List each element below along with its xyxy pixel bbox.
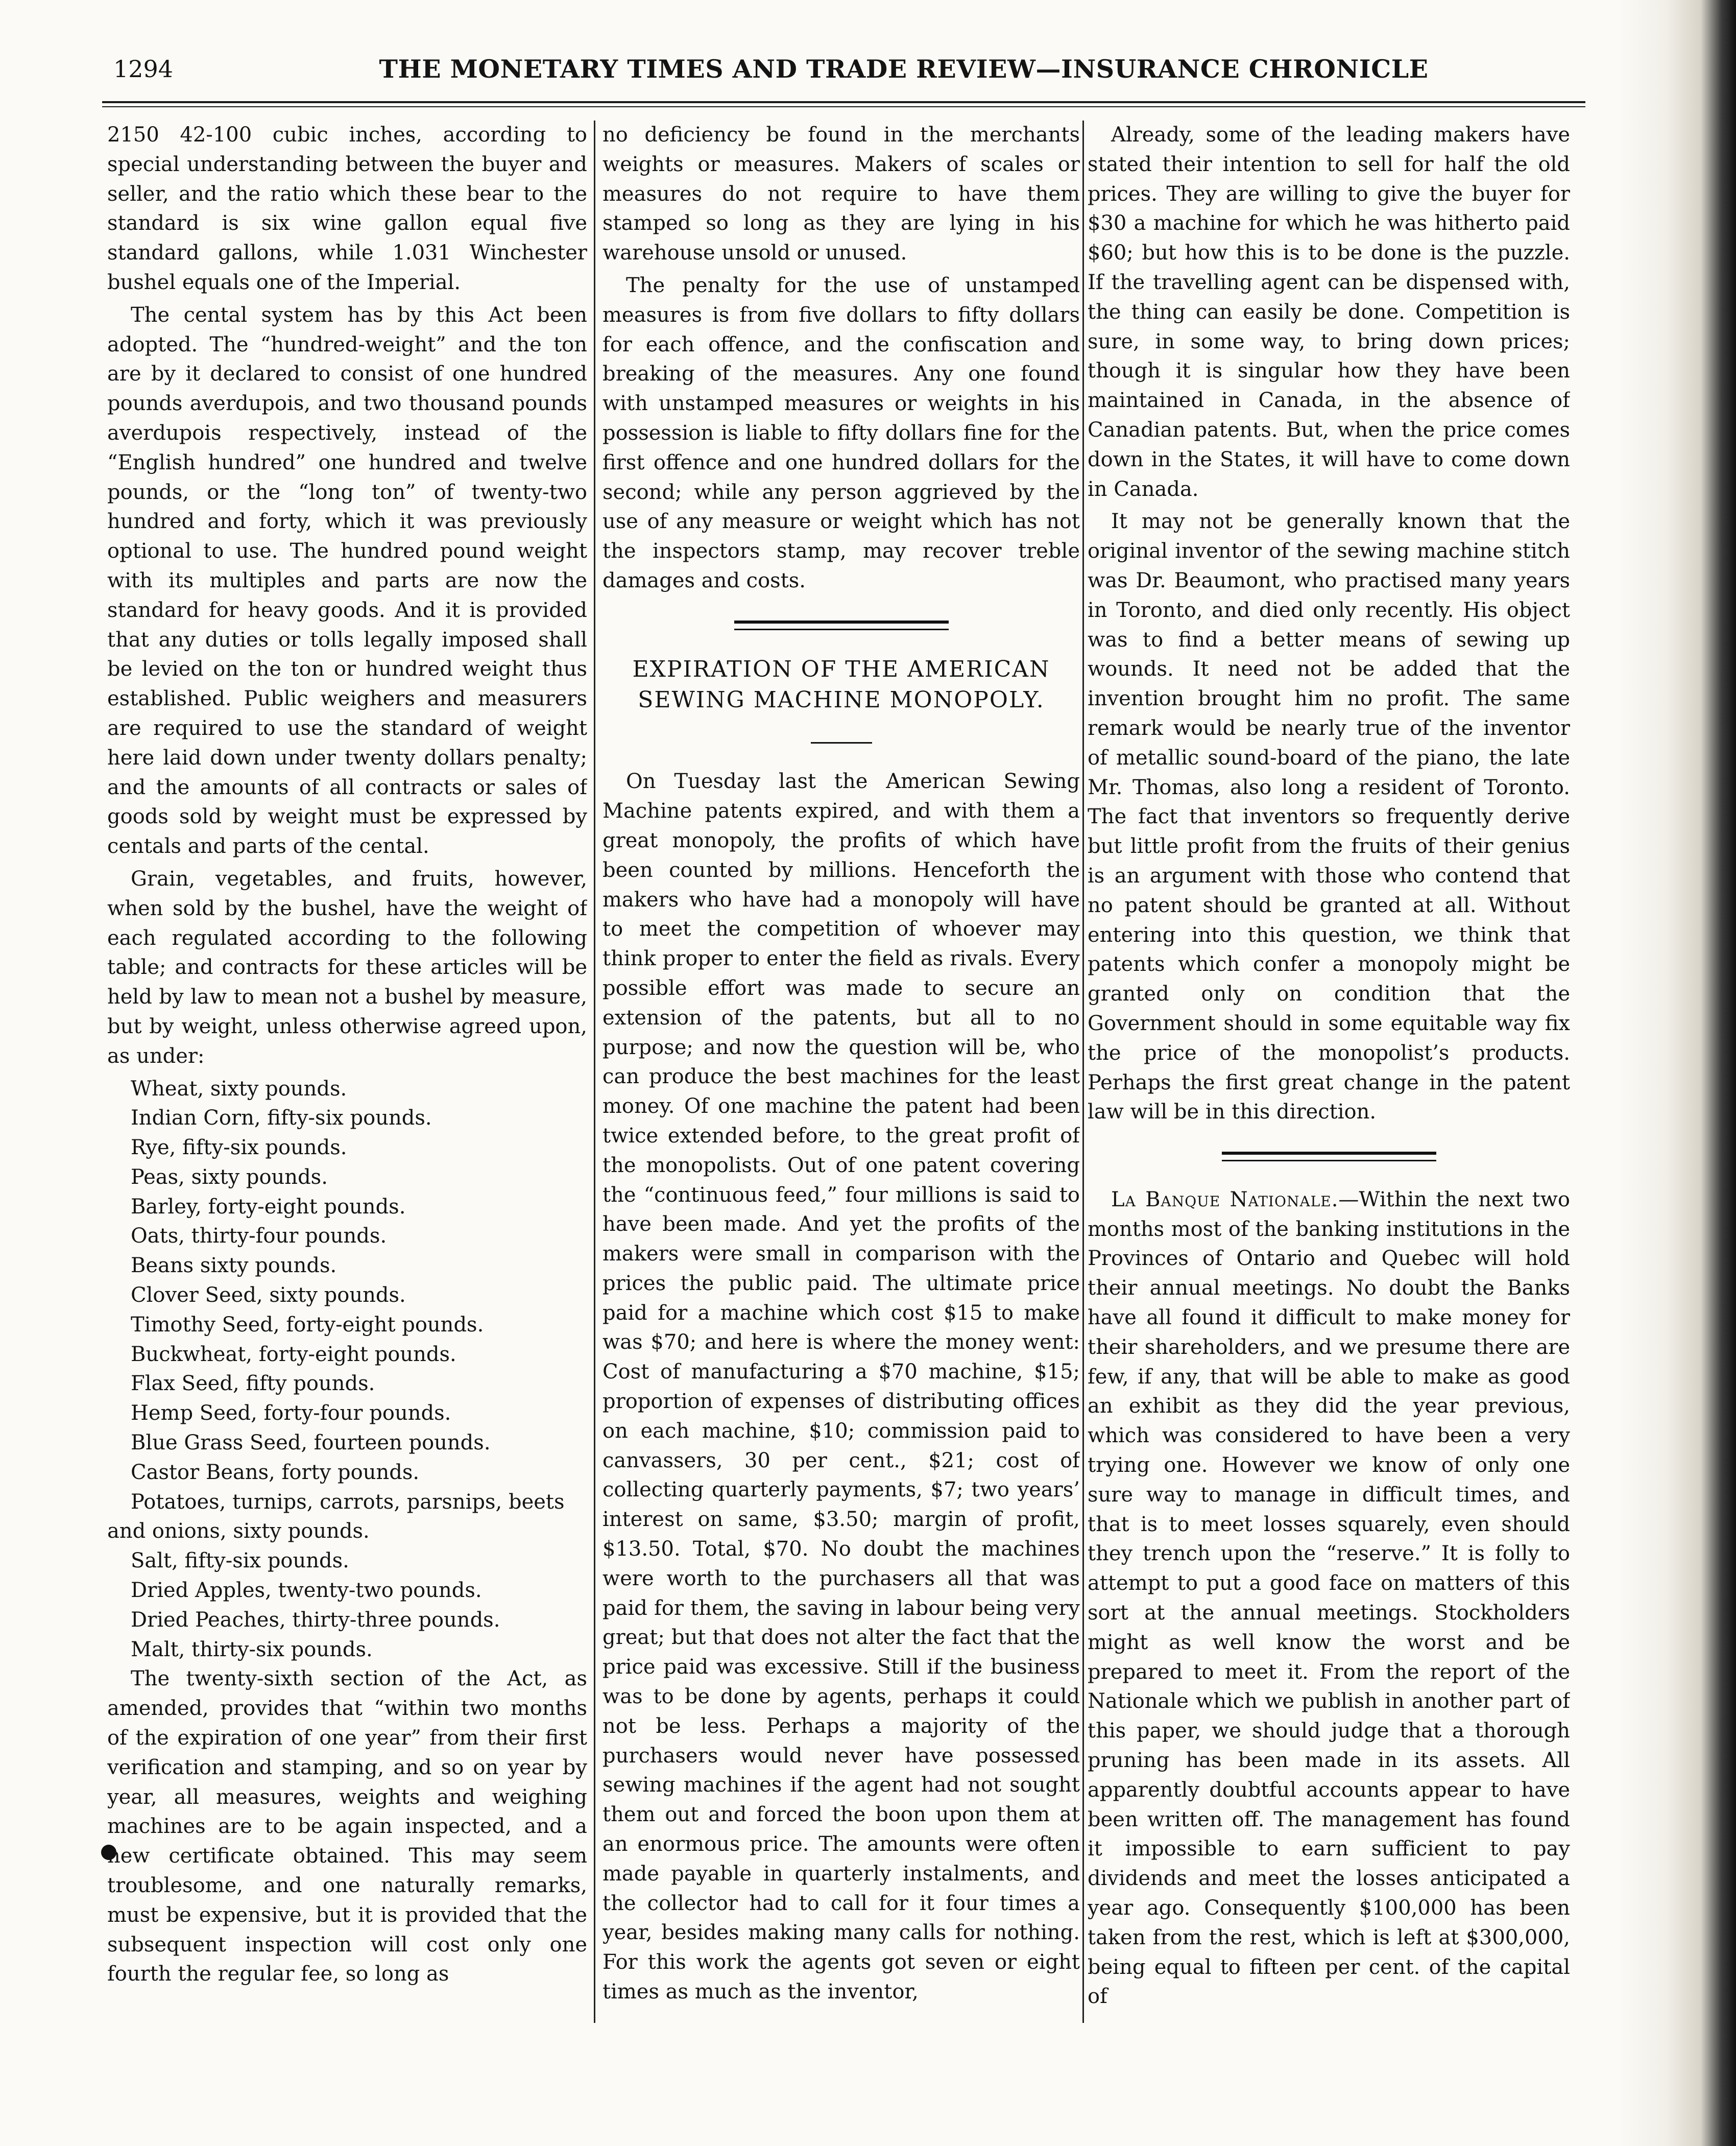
list-item: Dried Apples, twenty-two pounds. — [131, 1579, 482, 1603]
heading-rule — [602, 723, 1080, 752]
list-item: Clover Seed, sixty pounds. — [131, 1283, 406, 1307]
column-middle — [602, 121, 1080, 2020]
list-item: Flax Seed, fifty pounds. — [131, 1372, 375, 1396]
list-item: Blue Grass Seed, fourteen pounds. — [131, 1431, 491, 1455]
list-item: Potatoes, turnips, carrots, parsnips, beets and onions, sixty pounds. — [107, 1490, 565, 1543]
list-item: Wheat, sixty pounds. — [131, 1077, 347, 1101]
page-number: 1294 — [113, 55, 174, 83]
header-rule — [102, 101, 1585, 107]
paragraph-body: —Within the next two months most of the banking institutions in the Provinces of Ontario and Quebec will hold their annual meetings. No doubt the Banks have all found it difficult to make money for their shareholders, and we presume there are few, if any, that will be able to make as good an exhibit as they did the year previous, which was considered to have been a very trying one. However we know of only one sure way to manage in difficult times, and that is to meet losses squarely, even should they trench upon the “reserve.” It is folly to attempt to put a good face on matters of this sort at the annual meetings. Stockholders might as well know the worst and be prepared to meet it. From the report of the Nationale which we publish in another part of this paper, we should judge that a thorough pruning has been made in its assets. All apparently doubtful accounts appear to have been written off. The management has found it impossible to earn sufficient to pay dividends and meet the losses anticipated a year ago. Consequently $100,000 has been taken from the rest, which is left at $300,000, being equal to fifteen per cent. of the capital of — [1088, 1187, 1570, 2009]
paragraph: 2150 42-100 cubic inches, according to special understanding between the buyer and seller, and the ratio which these bear to the standard is six wine gallon equal five standard gallons, while 1.031 Winchester bushel equals one of the Imperial. — [107, 123, 587, 294]
list-item: Peas, sixty pounds. — [131, 1165, 328, 1189]
page-header — [102, 49, 1537, 89]
paragraph: Grain, vegetables, and fruits, however, when sold by the bushel, have the weight of each regulated according to the following table; and contracts for these articles will be held by law to mean not a bushel by measure, but by weight, unless otherwise agreed upon, as under: — [107, 867, 587, 1068]
list-item: Timothy Seed, forty-eight pounds. — [131, 1313, 484, 1337]
article-heading-line: EXPIRATION OF THE AMERICAN — [632, 656, 1050, 682]
paragraph: On Tuesday last the American Sewing Machine patents expired, and with them a great monopoly, the profits of which have been counted by millions. Henceforth the makers who have had a monopoly will have to meet the competition of whoever may think proper to enter the field as rivals. Every possible effort was made to secure an extension of the patents, but all to no purpose; and now the question will be, who can produce the best machines for the least money. Of one machine the patent had been twice extended before, to the great profit of the monopolists. Out of one patent covering the “continuous feed,” four millions is said to have been made. And yet the profits of the makers were small in comparison with the prices the public paid. The ultimate price paid for a machine which cost $15 to make was $70; and here is where the money went: Cost of manufacturing a $70 machine, $15; proportion of expenses of distributing offices on each machine, $10; commission paid to canvassers, 30 per cent., $21; cost of collecting quarterly payments, $7; two years’ interest on same, $3.50; margin of profit, $13.50. Total, $70. No doubt the machines were worth to the purchasers all that was paid for them, the saving in labour being very great; but that does not alter the fact that the price paid was excessive. Still if the business was to be done by agents, perhaps it could not be less. Perhaps a majority of the purchasers would never have possessed sewing machines if the agent had not sought them out and forced the boon upon them at an enormous price. The amounts were often made payable in quarterly instalments, and the collector had to call for it four times a year, besides making many calls for nothing. For this work the agents got seven or eight times as much as the inventor, — [602, 770, 1080, 2004]
article-heading-line: SEWING MACHINE MONOPOLY. — [638, 686, 1045, 713]
section-lead-title: La Banque Nationale. — [1111, 1187, 1339, 1211]
list-item: Malt, thirty-six pounds. — [131, 1637, 373, 1661]
paragraph: It may not be generally known that the original inventor of the sewing machine stitch was Dr. Beaumont, who practised many years in Toronto, and died only recently. His object was to find a better means of sewing up wounds. It need not be added that the invention brought him no profit. The same remark would be nearly true of the inventor of metallic sound-board of the piano, the late Mr. Thomas, also long a resident of Toronto. The fact that inventors so frequently derive but little profit from the fruits of their genius is an argument with those who contend that no patent should be granted at all. Without entering into this question, we think that patents which confer a monopoly might be granted only on condition that the Government should in some equitable way fix the price of the monopolist’s products. Perhaps the first great change in the patent law will be in this direction. — [1088, 510, 1570, 1124]
list-item: Buckwheat, forty-eight pounds. — [131, 1342, 456, 1366]
journal-title: THE MONETARY TIMES AND TRADE REVIEW—INSURANCE CHRONICLE — [379, 54, 1429, 84]
column-divider — [1082, 121, 1084, 2023]
paragraph: The cental system has by this Act been adopted. The “hundred-weight” and the ton are by it declared to consist of one hundred pounds averdupois, and two thousand pounds averdupois respectively, instead of the “English hundred” one hundred and twelve pounds, or the “long ton” of twenty-two hundred and forty, which it was previously optional to use. The hundred pound weight with its multiples and parts are now the standard for heavy goods. And it is provided that any duties or tolls legally imposed shall be levied on the ton or hundred weight thus established. Public weighers and measurers are required to use the standard of weight here laid down under twenty dollars penalty; and the amounts of all contracts or sales of goods sold by weight must be expressed by centals and parts of the cental. — [107, 303, 587, 859]
column-right — [1088, 121, 1570, 2020]
list-item: Rye, fifty-six pounds. — [131, 1136, 347, 1160]
list-item: Indian Corn, fifty-six pounds. — [131, 1106, 432, 1130]
weights-table — [107, 1075, 587, 1665]
paragraph: Already, some of the leading makers have stated their intention to sell for half the old prices. They are willing to give the buyer for $30 a machine for which he was hitherto paid $60; but how this is to be done is the puzzle. If the travelling agent can be dispensed with, the thing can easily be done. Competition is sure, in some way, to bring down prices; though it is singular how they have been maintained in Canada, in the absence of Canadian patents. But, when the price comes down in the States, it will have to come down in Canada. — [1088, 123, 1570, 501]
list-item: Oats, thirty-four pounds. — [131, 1224, 387, 1248]
list-item: Barley, forty-eight pounds. — [131, 1195, 406, 1219]
column-left — [107, 121, 587, 2020]
list-item: Dried Peaches, thirty-three pounds. — [131, 1608, 500, 1632]
list-item: Beans sixty pounds. — [131, 1254, 337, 1278]
paragraph: no deficiency be found in the merchants weights or measures. Makers of scales or measures do not require to have them stamped so long as they are lying in his warehouse unsold or unused. — [602, 123, 1080, 265]
list-item: Salt, fifty-six pounds. — [131, 1549, 349, 1573]
article-heading — [602, 654, 1080, 716]
section-divider — [602, 609, 1080, 639]
paragraph: The twenty-sixth section of the Act, as amended, provides that “within two months of the expiration of one year” from their first verification and stamping, and so on year by year, all measures, weights and weighing machines are to be again inspected, and a new certificate obtained. This may seem troublesome, and one naturally remarks, must be expensive, but it is provided that the subsequent inspection will cost only one fourth the regular fee, so long as — [107, 1667, 587, 1986]
list-item: Castor Beans, forty pounds. — [131, 1460, 420, 1484]
list-item: Hemp Seed, forty-four pounds. — [131, 1401, 451, 1425]
section-divider — [1088, 1140, 1570, 1170]
column-divider — [594, 121, 595, 2023]
paragraph: The penalty for the use of unstamped measures is from five dollars to fifty dollars for each offence, and the confiscation and breaking of the measures. Any one found with unstamped measures or weights in his possession is liable to fifty dollars fine for the first offence and one hundred dollars for the second; while any person aggrieved by the use of any measure or weight which has not the inspectors stamp, may recover treble damages and costs. — [602, 273, 1080, 592]
paragraph — [1088, 1185, 1570, 2012]
page-binding-edge — [1619, 0, 1736, 2146]
